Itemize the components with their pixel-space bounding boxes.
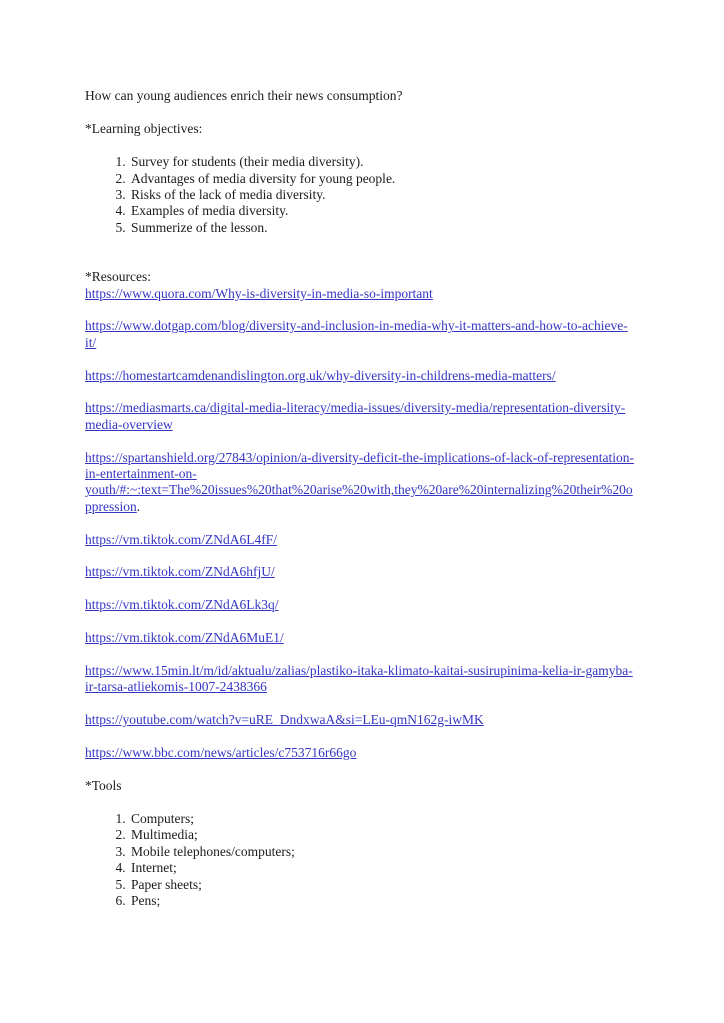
list-item bbox=[129, 827, 638, 843]
resource-link[interactable]: https://vm.tiktok.com/ZNdA6MuE1/ bbox=[85, 630, 284, 646]
resource-link[interactable]: https://www.15min.lt/m/id/aktualu/zalias/plastiko-itaka-klimato-kaitai-susirupinima-kelia-ir-gamyba-ir-tarsa-atliekomis-1007-2438366 bbox=[85, 662, 633, 695]
resource-link[interactable]: https://vm.tiktok.com/ZNdA6L4fF/ bbox=[85, 531, 277, 547]
list-item-text: Examples of media diversity. bbox=[131, 203, 289, 219]
resource-link-line bbox=[85, 450, 638, 516]
list-item bbox=[129, 220, 638, 236]
list-item bbox=[129, 860, 638, 876]
list-item-text: Advantages of media diversity for young people. bbox=[131, 170, 396, 186]
list-item-text: Risks of the lack of media diversity. bbox=[131, 187, 326, 203]
resource-link[interactable]: https://vm.tiktok.com/ZNdA6hfjU/ bbox=[85, 564, 275, 580]
list-item bbox=[129, 171, 638, 187]
resource-link-line bbox=[85, 712, 638, 728]
resource-link[interactable]: https://spartanshield.org/27843/opinion/a-diversity-deficit-the-implications-of-lack-of-representation-in-entertainment-on-youth/#:~:text=The%20issues%20that%20arise%20with,they%20are%20internalizing%20their%20oppression bbox=[85, 449, 634, 514]
list-item-text: Mobile telephones/computers; bbox=[131, 843, 295, 859]
list-item bbox=[129, 877, 638, 893]
learning-objectives-heading: *Learning objectives: bbox=[85, 120, 203, 136]
list-item-text: Computers; bbox=[131, 811, 194, 827]
resource-link-line bbox=[85, 564, 638, 580]
resource-link[interactable]: https://vm.tiktok.com/ZNdA6Lk3q/ bbox=[85, 597, 279, 613]
list-item bbox=[129, 811, 638, 827]
learning-objectives-list bbox=[85, 154, 638, 236]
list-item-text: Paper sheets; bbox=[131, 876, 202, 892]
resource-link[interactable]: https://www.dotgap.com/blog/diversity-and-inclusion-in-media-why-it-matters-and-how-to-achieve-it/ bbox=[85, 318, 628, 350]
resource-link-line bbox=[85, 368, 638, 384]
resource-link-line bbox=[85, 597, 638, 613]
list-item-text: Pens; bbox=[131, 893, 161, 909]
list-item-text: Internet; bbox=[131, 860, 177, 876]
resource-link-line bbox=[85, 532, 638, 548]
resource-link[interactable]: https://www.quora.com/Why-is-diversity-in-media-so-important bbox=[85, 285, 433, 301]
document-title: How can young audiences enrich their news consumption? bbox=[85, 88, 403, 103]
resource-link[interactable]: https://www.bbc.com/news/articles/c753716r66go bbox=[85, 744, 357, 760]
resource-link[interactable]: https://youtube.com/watch?v=uRE_DndxwaA&si=LEu-qmN162g-iwMK bbox=[85, 712, 484, 728]
resource-link-line bbox=[85, 745, 638, 761]
list-item bbox=[129, 154, 638, 170]
list-item bbox=[129, 844, 638, 860]
link-trailing-period: . bbox=[136, 498, 141, 514]
resources-heading: *Resources: bbox=[85, 269, 151, 285]
resource-link-line bbox=[85, 400, 638, 433]
list-item bbox=[129, 187, 638, 203]
list-item bbox=[129, 893, 638, 909]
resource-link-line bbox=[85, 286, 638, 302]
tools-list bbox=[85, 811, 638, 909]
list-item-text: Summerize of the lesson. bbox=[131, 219, 268, 235]
resource-link-line bbox=[85, 318, 638, 351]
tools-heading: *Tools bbox=[85, 777, 122, 793]
resource-link[interactable]: https://mediasmarts.ca/digital-media-literacy/media-issues/diversity-media/representation-diversity-media-overview bbox=[85, 400, 626, 432]
list-item-text: Survey for students (their media diversity). bbox=[131, 154, 364, 170]
list-item-text: Multimedia; bbox=[131, 827, 198, 843]
resource-link[interactable]: https://homestartcamdenandislington.org.uk/why-diversity-in-childrens-media-matters/ bbox=[85, 367, 556, 383]
list-item bbox=[129, 203, 638, 219]
resource-link-line bbox=[85, 630, 638, 646]
resource-link-line bbox=[85, 663, 638, 696]
